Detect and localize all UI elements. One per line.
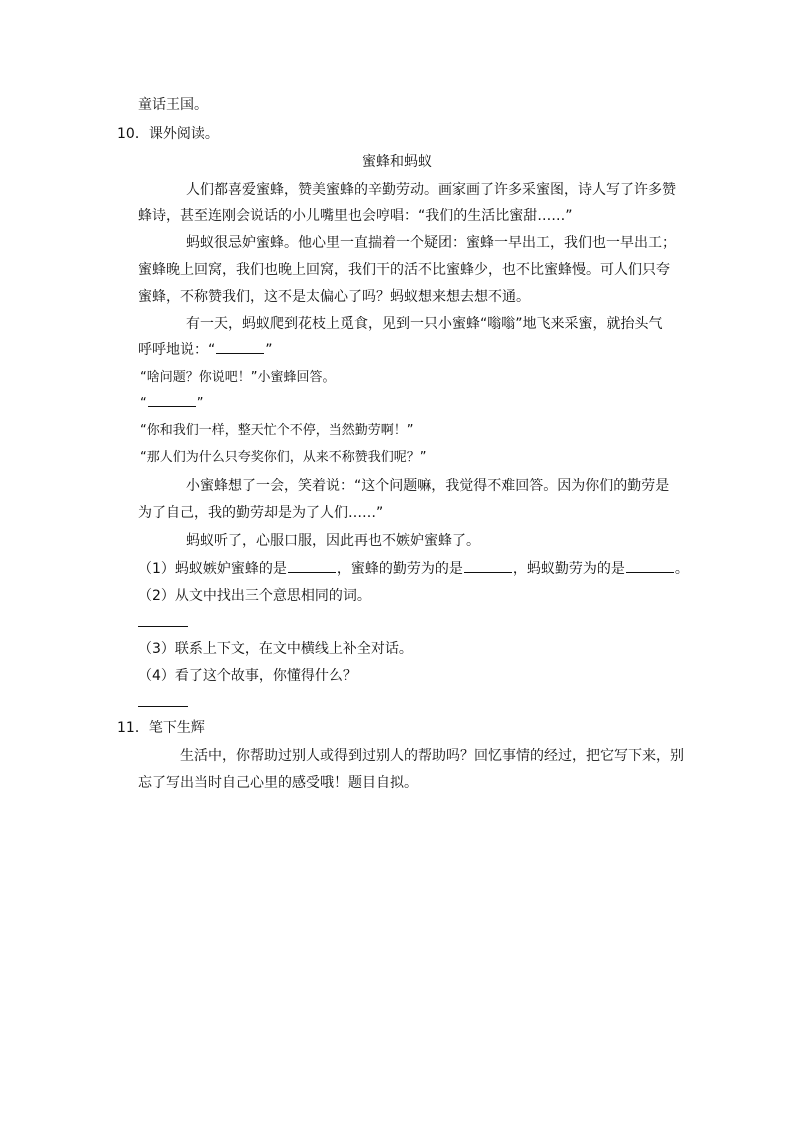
dialogue-line-4: “那人们为什么只夸奖你们，从来不称赞我们呢？” [140, 450, 427, 465]
sub-question-4: （4）看了这个故事，你懂得什么？ [138, 668, 357, 684]
dialogue-line-2 [140, 394, 204, 414]
sub-question-1 [138, 559, 689, 579]
p1-line1: 人们都喜爱蜜蜂，赞美蜜蜂的辛勤劳动。画家画了许多采蜜图，诗人写了许多赞 [186, 182, 676, 198]
dialogue-line-1: “啥问题？你说吧！”小蜜蜂回答。 [140, 370, 336, 385]
answer-line-2[interactable] [138, 626, 188, 627]
quote-close-1: ” [265, 342, 273, 358]
p2-line3: 蜜蜂，不称赞我们，这不是太偏心了吗？蚂蚁想来想去想不通。 [138, 289, 530, 305]
sub-question-2: （2）从文中找出三个意思相同的词。 [138, 588, 371, 604]
dialogue-blank-1[interactable] [216, 341, 264, 354]
p5-line: 蚂蚁听了，心服口服，因此再也不嫉妒蜜蜂了。 [186, 533, 480, 549]
p2-line2: 蜜蜂晚上回窝，我们也晚上回窝，我们干的活不比蜜蜂少，也不比蜜蜂慢。可人们只夸 [138, 262, 670, 278]
q11-line1: 生活中，你帮助过别人或得到过别人的帮助吗？回忆事情的经过，把它写下来，别 [180, 748, 684, 764]
p3-line2 [138, 340, 273, 360]
q11-label: 11．笔下生辉 [117, 720, 205, 736]
p3-line2-text: 呼呼地说：“ [138, 342, 216, 358]
q11-line2: 忘了写出当时自己心里的感受哦！题目自拟。 [138, 775, 418, 791]
q9-tail-text: 童话王国。 [138, 97, 208, 113]
sub1-part-d: 。 [674, 561, 689, 577]
answer-blank-1[interactable] [288, 560, 336, 573]
passage-title: 蜜蜂和蚂蚁 [362, 154, 432, 170]
q10-label: 10．课外阅读。 [117, 126, 219, 142]
p4-line2: 为了自己，我的勤劳却是为了人们……” [138, 505, 384, 521]
sub-question-3: （3）联系上下文，在文中横线上补全对话。 [138, 641, 413, 657]
answer-blank-3[interactable] [626, 560, 674, 573]
answer-line-4[interactable] [138, 706, 188, 707]
quote-close-2: ” [196, 396, 204, 411]
p3-line1: 有一天，蚂蚁爬到花枝上觅食，见到一只小蜜蜂“嗡嗡”地飞来采蜜，就抬头气 [186, 316, 663, 332]
dialogue-line-3: “你和我们一样，整天忙个不停，当然勤劳啊！” [140, 423, 414, 438]
sub1-part-b: ，蜜蜂的勤劳为的是 [336, 561, 463, 577]
sub1-part-a: （1）蚂蚁嫉妒蜜蜂的是 [138, 561, 287, 577]
dialogue-blank-2[interactable] [148, 394, 196, 407]
quote-open-2: “ [140, 396, 147, 411]
p2-line1: 蚂蚁很忌妒蜜蜂。他心里一直揣着一个疑团：蜜蜂一早出工，我们也一早出工； [186, 235, 676, 251]
answer-blank-2[interactable] [464, 560, 512, 573]
p1-line2: 蜂诗，甚至连刚会说话的小儿嘴里也会哼唱：“我们的生活比蜜甜……” [138, 208, 573, 224]
p4-line1: 小蜜蜂想了一会，笑着说：“这个问题嘛，我觉得不难回答。因为你们的勤劳是 [186, 478, 670, 494]
sub1-part-c: ，蚂蚁勤劳为的是 [512, 561, 625, 577]
